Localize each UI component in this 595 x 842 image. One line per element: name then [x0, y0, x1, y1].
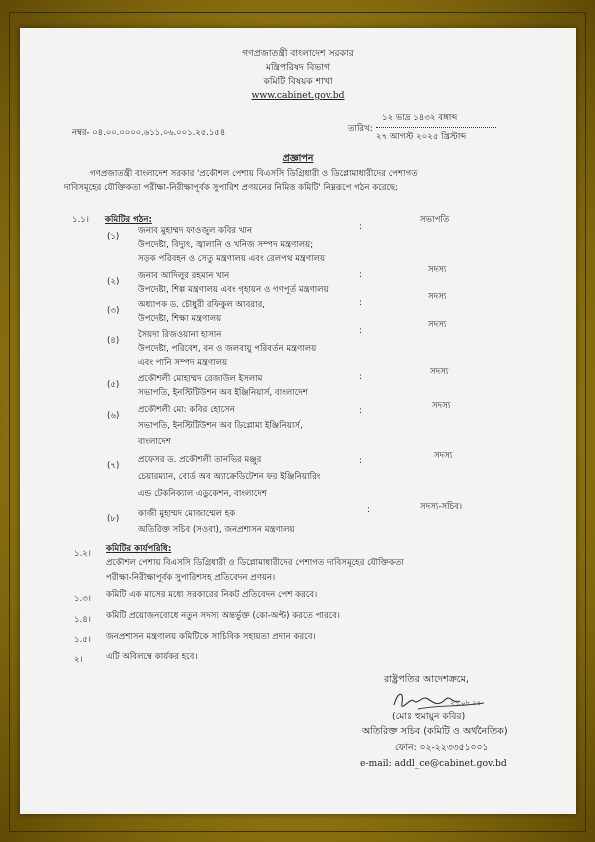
member-detail: অতিরিক্ত সচিব (সওবা), জনপ্রশাসন মন্ত্রণালয়	[138, 525, 295, 535]
member-role: সদস্য	[430, 367, 449, 377]
memo-number: নম্বর- ০৪.০০.০০০০.৬১১.০৬.০০১.২৫.১৫৪	[72, 127, 226, 137]
member-role: সদস্য	[432, 401, 451, 411]
member-name: প্রকৌশলী মোহাম্মদ রেজাউল ইসলাম	[138, 374, 263, 384]
member-detail: সভাপতি, ইনস্টিটিউশন অব ইঞ্জিনিয়ার্স, বাংলাদেশ	[138, 388, 308, 398]
member-name: জনাব আদিলুর রহমান খান	[138, 271, 230, 281]
member-number: (১)	[107, 232, 120, 242]
member-detail: উপদেষ্টা, পরিবেশ, বন ও জলবায়ু পরিবর্তন মন্ত্রণালয়	[138, 344, 317, 354]
colon: :	[359, 406, 362, 416]
clause-text: জনপ্রশাসন মন্ত্রণালয় কমিটিকে সাচিবিক সহায়তা প্রদান করবে।	[106, 632, 316, 642]
colon: :	[359, 298, 362, 308]
member-number: (৭)	[107, 461, 120, 471]
clause-text: কমিটি প্রয়োজনবোধে নতুন সদস্য অন্তর্ভুক্ত (কো-অপ্ট) করতে পারবে।	[106, 611, 341, 621]
member-name: সৈয়দা রিজওয়ানা হাসান	[138, 330, 222, 340]
section-2-heading: কমিটির কার্যপরিধি:	[106, 544, 172, 554]
clause-number: ১.৩।	[74, 594, 91, 604]
intro-line-2: দাবিসমূহের যৌক্তিকতা পরীক্ষা-নিরীক্ষাপূর্বক সুপারিশ প্রণয়নের নিমিত্ত কমিটি' নিম্নরূপে গঠন করেছে:	[64, 183, 399, 193]
member-detail: সভাপতি, ইনস্টিটিউশন অব ডিপ্লোমা ইঞ্জিনিয়ার্স,	[138, 421, 303, 431]
member-name: প্রফেসর ড. প্রকৌশলী তানভির মঞ্জুর	[138, 455, 262, 465]
member-detail: উপদেষ্টা, শিল্প মন্ত্রণালয় এবং গৃহায়ন ও গণপূর্ত মন্ত্রণালয়	[138, 285, 329, 295]
colon: :	[359, 270, 362, 280]
section-2-line: প্রকৌশল পেশায় বিএসসি ডিগ্রিধারী ও ডিপ্লোমাধারীদের পেশাগত দাবিসমূহের যৌক্তিকতা	[106, 558, 404, 568]
signatory-phone: ফোন: ০২-২২৩৩৫১০০১	[395, 742, 489, 753]
document-page	[20, 28, 576, 814]
member-number: (২)	[107, 277, 120, 287]
header-govt: গণপ্রজাতন্ত্রী বাংলাদেশ সরকার	[242, 48, 354, 59]
member-name: প্রকৌশলী মো: কবির হোসেন	[138, 405, 235, 415]
clause-number: ২।	[74, 655, 83, 665]
member-name: অধ্যাপক ড. চৌধুরী রফিকুল আবরার,	[138, 300, 266, 310]
colon: :	[367, 505, 370, 515]
signatory-name: (মোঃ হুমায়ুন কবির)	[392, 711, 466, 722]
member-number: (৬)	[107, 411, 120, 421]
section-2-number: ১.২।	[74, 549, 91, 559]
member-name: জনাব মুহাম্মদ ফাওজুল কবির খান	[138, 226, 253, 236]
signatory-designation: অতিরিক্ত সচিব (কমিটি ও অর্থনৈতিক)	[362, 726, 508, 737]
member-detail: চেয়ারম্যান, বোর্ড অব অ্যাক্রেডিটেশন ফর ইঞ্জিনিয়ারিং	[138, 472, 321, 482]
colon: :	[359, 456, 362, 466]
date-label: তারিখ:	[348, 124, 373, 134]
colon: :	[359, 326, 362, 336]
member-detail: এবং পানি সম্পদ মন্ত্রণালয়	[138, 358, 228, 368]
member-number: (৪)	[107, 336, 120, 346]
colon: :	[359, 372, 362, 382]
date-gregorian: ২৭ আগস্ট ২০২৫ খ্রিস্টাব্দ	[376, 132, 467, 142]
clause-text: এটি অবিলম্বে কার্যকর হবে।	[106, 652, 198, 662]
member-role: সদস্য	[428, 265, 447, 275]
member-role: সদস্য	[428, 292, 447, 302]
date-divider	[376, 127, 496, 128]
member-number: (৩)	[107, 306, 120, 316]
member-name: কাজী মুহাম্মদ মোজাম্মেল হক	[138, 509, 236, 519]
member-role: সদস্য	[434, 451, 453, 461]
member-detail: সড়ক পরিবহন ও সেতু মন্ত্রণালয় এবং রেলপথ মন্ত্রণালয়	[138, 254, 326, 264]
header-division: মন্ত্রিপরিষদ বিভাগ	[265, 62, 331, 73]
member-number: (৮)	[107, 514, 120, 524]
intro-line-1: গণপ্রজাতন্ত্রী বাংলাদেশ সরকার 'প্রকৌশল পেশায় বিএসসি ডিগ্রিধারী ও ডিপ্লোমাধারীদের পেশাগত	[90, 169, 418, 179]
date-bangla: ১২ ভাদ্র ১৪৩২ বঙ্গাব্দ	[382, 113, 458, 123]
clause-number: ১.৫।	[74, 635, 91, 645]
signed-date: ২৭.০৮.২৫	[450, 699, 481, 707]
member-detail: বাংলাদেশ	[138, 437, 171, 447]
section-1-heading: কমিটির গঠন:	[105, 215, 152, 225]
member-role: সদস্য	[428, 320, 447, 330]
signature-order: রাষ্ট্রপতির আদেশক্রমে,	[384, 674, 469, 685]
notice-title: প্রজ্ঞাপন	[282, 153, 314, 164]
clause-number: ১.৪।	[74, 615, 91, 625]
signatory-email[interactable]: e-mail: addl_ce@cabinet.gov.bd	[360, 758, 507, 769]
member-number: (৫)	[107, 380, 120, 390]
member-detail: এন্ড টেকনিক্যাল এডুকেশন, বাংলাদেশ	[138, 489, 267, 499]
section-1-number: ১.১।	[72, 215, 89, 225]
member-role: সদস্য-সচিব।	[420, 502, 463, 512]
colon: :	[359, 222, 362, 232]
member-role: সভাপতি	[420, 215, 450, 225]
clause-text: কমিটি এক মাসের মধ্যে সরকারের নিকট প্রতিবেদন পেশ করবে।	[106, 590, 318, 600]
header-branch: কমিটি বিষয়ক শাখা	[263, 76, 333, 87]
header-website[interactable]: www.cabinet.gov.bd	[251, 90, 345, 101]
section-2-line: পরীক্ষা-নিরীক্ষাপূর্বক সুপারিশসহ প্রতিবেদন প্রণয়ন।	[106, 573, 276, 583]
member-detail: উপদেষ্টা, শিক্ষা মন্ত্রণালয়	[138, 314, 222, 324]
member-detail: উপদেষ্টা, বিদ্যুৎ, জ্বালানি ও খনিজ সম্পদ মন্ত্রণালয়;	[138, 240, 314, 250]
